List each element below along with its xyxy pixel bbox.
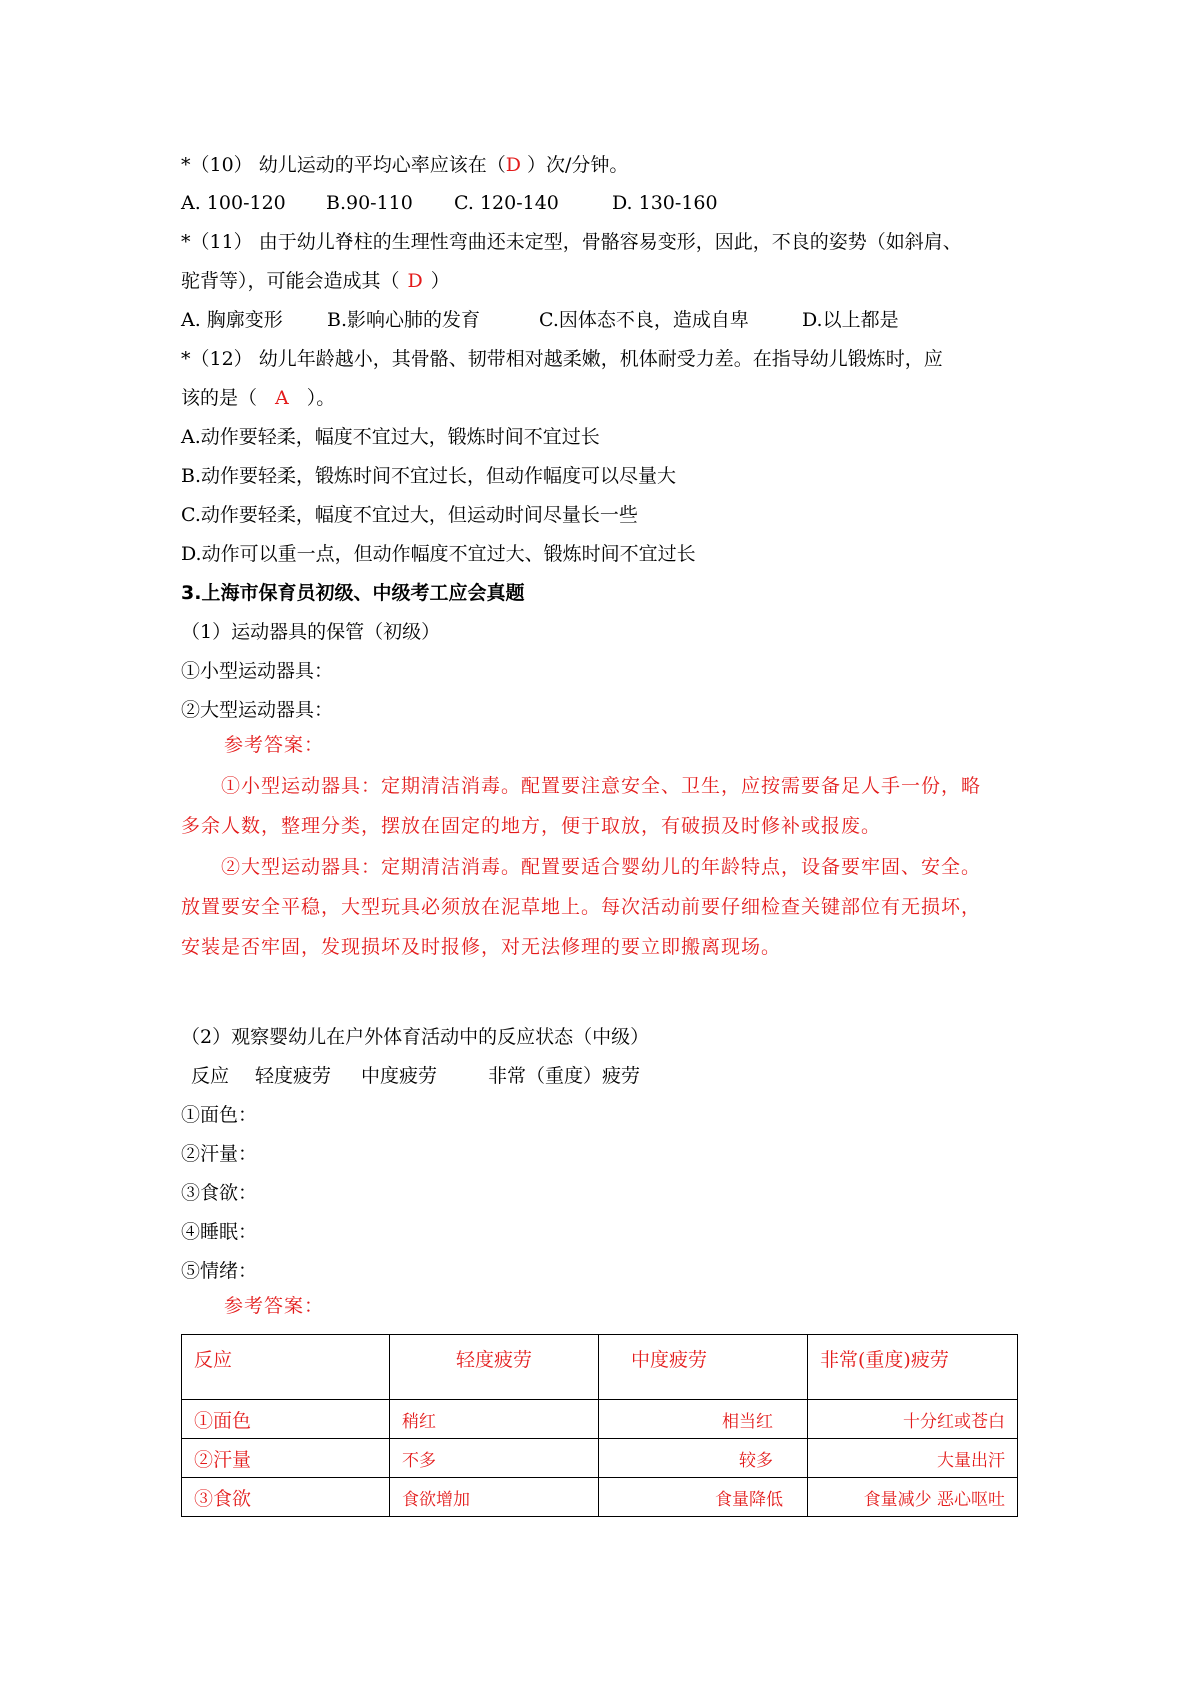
table-cell: 食量降低 <box>599 1478 808 1517</box>
q11-options <box>181 305 899 335</box>
part2-col-moderate: 中度疲劳 <box>361 1065 438 1087</box>
q10-options <box>181 188 718 218</box>
q10-stem <box>181 150 628 180</box>
q11-answer: D <box>407 270 423 292</box>
q12-option-b: B.动作要轻柔，锻炼时间不宜过长，但动作幅度可以尽量大 <box>181 465 677 487</box>
q12-stem-text: 该的是（ <box>181 387 258 409</box>
part1-answer-small-line1: ①小型运动器具：定期清洁消毒。配置要注意安全、卫生，应按需要备足人手一份，略 <box>221 775 982 797</box>
part2-col-severe: 非常（重度）疲劳 <box>488 1065 641 1087</box>
table-cell: ①面色 <box>182 1400 390 1439</box>
part1-item-small: ①小型运动器具： <box>181 660 334 682</box>
q10-option-b: B.90-110 <box>326 192 413 214</box>
table-header-cell: 非常(重度)疲劳 <box>808 1335 1018 1400</box>
part2-col-mild: 轻度疲劳 <box>255 1065 332 1087</box>
part1-answer-large-line3: 安装是否牢固，发现损坏及时报修，对无法修理的要立即搬离现场。 <box>181 936 782 958</box>
table-cell: 不多 <box>390 1439 599 1478</box>
table-cell: 较多 <box>599 1439 808 1478</box>
part2-reference-label: 参考答案： <box>224 1295 325 1317</box>
fatigue-table <box>181 1334 1018 1517</box>
part2-item-appetite: ③食欲： <box>181 1182 258 1204</box>
q11-stem-end: ） <box>430 270 450 292</box>
part2-item-complexion: ①面色： <box>181 1104 258 1126</box>
part1-answer-large-line1: ②大型运动器具：定期清洁消毒。配置要适合婴幼儿的年龄特点，设备要牢固、安全。 <box>221 856 982 878</box>
q11-option-d: D.以上都是 <box>802 309 899 331</box>
q12-answer: A <box>275 387 289 409</box>
table-cell: 食量减少 恶心呕吐 <box>808 1478 1018 1517</box>
q12-option-c: C.动作要轻柔，幅度不宜过大，但运动时间尽量长一些 <box>181 504 638 526</box>
table-row <box>182 1400 1018 1439</box>
table-cell: 大量出汗 <box>808 1439 1018 1478</box>
q11-option-b: B.影响心肺的发育 <box>327 309 481 331</box>
part2-col-reaction: 反应 <box>191 1065 230 1087</box>
table-row <box>182 1478 1018 1517</box>
table-cell: 稍红 <box>390 1400 599 1439</box>
q11-option-a: A. 胸廓变形 <box>181 309 283 331</box>
table-cell: 十分红或苍白 <box>808 1400 1018 1439</box>
section-heading: 3.上海市保育员初级、中级考工应会真题 <box>181 582 525 604</box>
q10-stem-end: ）次/分钟。 <box>520 154 629 176</box>
q11-stem-line1: *（11） 由于幼儿脊柱的生理性弯曲还未定型，骨骼容易变形，因此，不良的姿势（如斜肩、 <box>181 231 962 253</box>
table-header-cell: 轻度疲劳 <box>390 1335 599 1400</box>
q12-option-d: D.动作可以重一点，但动作幅度不宜过大、锻炼时间不宜过长 <box>181 543 696 565</box>
table-header-cell: 中度疲劳 <box>599 1335 808 1400</box>
part1-answer-small-line2: 多余人数，整理分类，摆放在固定的地方，便于取放，有破损及时修补或报废。 <box>181 815 882 837</box>
q12-stem-end: ）。 <box>306 387 336 409</box>
table-cell: 相当红 <box>599 1400 808 1439</box>
part2-item-sweat: ②汗量： <box>181 1143 258 1165</box>
part1-item-large: ②大型运动器具： <box>181 699 334 721</box>
q10-option-d: D. 130-160 <box>612 192 718 214</box>
q11-stem-line2 <box>181 266 450 296</box>
table-cell: ②汗量 <box>182 1439 390 1478</box>
q12-stem-line1: *（12） 幼儿年龄越小，其骨骼、韧带相对越柔嫩，机体耐受力差。在指导幼儿锻炼时，应 <box>181 348 943 370</box>
part2-title: （2）观察婴幼儿在户外体育活动中的反应状态（中级） <box>181 1026 650 1048</box>
q11-stem-text: 驼背等），可能会造成其（ <box>181 270 400 292</box>
table-cell: 食欲增加 <box>390 1478 599 1517</box>
q12-option-a: A.动作要轻柔，幅度不宜过大，锻炼时间不宜过长 <box>181 426 600 448</box>
part1-answer-large-line2: 放置要安全平稳，大型玩具必须放在泥草地上。每次活动前要仔细检查关键部位有无损坏， <box>181 896 982 918</box>
q10-answer: D <box>505 154 521 176</box>
part2-columns-line <box>191 1061 640 1091</box>
part2-item-sleep: ④睡眠： <box>181 1221 258 1243</box>
table-row <box>182 1439 1018 1478</box>
part1-reference-label: 参考答案： <box>224 734 325 756</box>
q12-stem-line2 <box>181 383 335 413</box>
q11-option-c: C.因体态不良，造成自卑 <box>539 309 749 331</box>
part1-title: （1）运动器具的保管（初级） <box>181 621 441 643</box>
q10-option-c: C. 120-140 <box>454 192 559 214</box>
table-cell: ③食欲 <box>182 1478 390 1517</box>
table-header-row <box>182 1335 1018 1400</box>
table-header-cell: 反应 <box>182 1335 390 1400</box>
q10-option-a: A. 100-120 <box>181 192 286 214</box>
part2-item-mood: ⑤情绪： <box>181 1260 258 1282</box>
q10-stem-text: *（10） 幼儿运动的平均心率应该在（ <box>181 154 506 176</box>
